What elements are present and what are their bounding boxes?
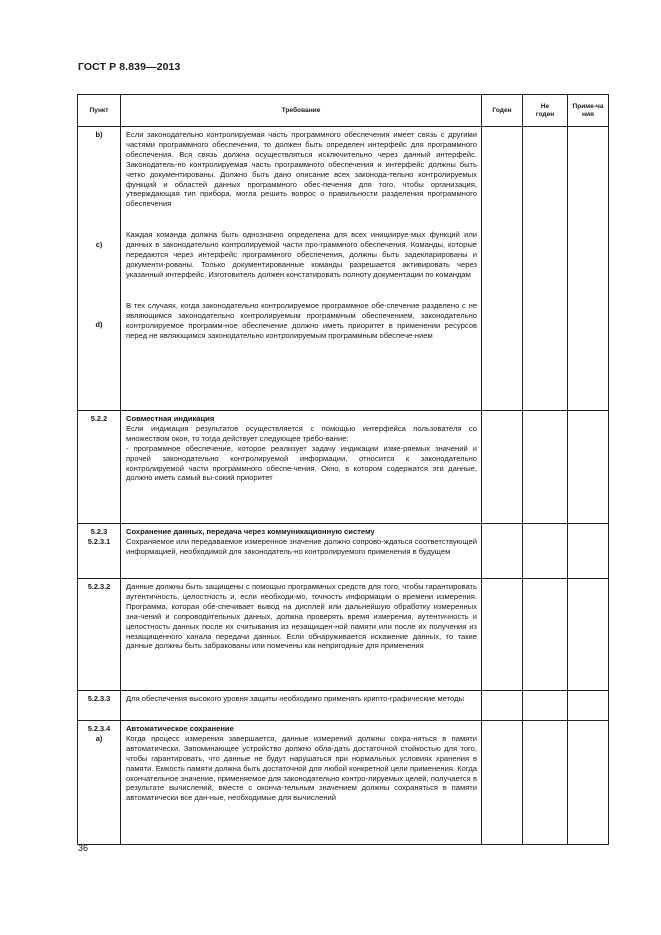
- notes-cell[interactable]: [568, 691, 609, 721]
- item-number: 5.2.3.2: [78, 579, 121, 691]
- item-number: 5.2.3 5.2.3.1: [78, 524, 121, 579]
- requirement-title: Автоматическое сохранение: [126, 724, 234, 733]
- pass-cell[interactable]: [482, 524, 523, 579]
- document-header: ГОСТ Р 8.839—2013: [78, 61, 181, 73]
- table-row: [78, 691, 609, 721]
- notes-cell[interactable]: [568, 721, 609, 845]
- requirement-text: Когда процесс измерения завершается, данные измерений должны сохра-няться в памяти автоматически. Запоминающее устройство должно обла-дать достаточной стойкостью для того, чтобы гарантировать, что данные не будут нарушаться при нормальных условиях хранения в памяти. Емкость памяти должна быть достаточной для любой конкретной цели применения. Когда окончательное значение, применяемое для законодательно контро-лируемых целей, получается в результате вычислений, вместе с оконча-тельным значением должны сохраняться в памяти автоматически все дан-ные, необходимые для вычислений: [126, 733, 477, 803]
- requirement-text-c: Каждая команда должна быть однозначно определена для всех инициируе-мых функций или данных в законодательно контролируемой части про-граммного обеспечения. Команды, которые передаются через интерфейс программного обеспечения, должны быть задекларированы и документи-рованы. Только документированные команды разрешается активировать через указанный интерфейс. Изготовитель должен констатировать полноту документации по командам: [126, 230, 477, 279]
- fail-cell[interactable]: [523, 691, 568, 721]
- fail-cell[interactable]: [523, 127, 568, 411]
- requirement-cell: [121, 579, 482, 691]
- requirement-text-d: В тех случаях, когда законодательно контролируемое программное обе-спечение разделено с не являющимся законодательно контролируемым программным обеспечением, законодательно контролируемое программ-ное обеспечение должно иметь приоритет в применении ресурсов перед не являющимся законодательно контролируемым программным обеспече-нием: [126, 300, 477, 340]
- table-row: [78, 411, 609, 524]
- fail-cell[interactable]: [523, 721, 568, 845]
- requirement-cell: [121, 411, 482, 524]
- pass-cell[interactable]: [482, 127, 523, 411]
- item-number: 5.2.3.3: [78, 691, 121, 721]
- col-header-fail-label: Не годен: [535, 102, 555, 118]
- table-row: [78, 127, 609, 411]
- fail-cell[interactable]: [523, 411, 568, 524]
- requirement-text: Данные должны быть защищены с помощью программных средств для того, чтобы гарантировать аутентичность, целостность и, если необходи-мо, точность информации о времени измерения. Программа, которая обе-спечивает вывод на дисплей или дальнейшую обработку измеренных зна-чений и сопроводительных данных, должна проверять время измерения, аутентичность и целостность данных после их считывания из незащищен-ной памяти или после их получения из незащищенного канала передачи данных. Если обнаруживается искажение данных, то такие данные должны быть забракованы или помечены как непригодные для применения: [126, 582, 477, 651]
- item-number: 5.2.3.4 а): [78, 721, 121, 845]
- requirement-text: Если индикация результатов осуществляется с помощью интерфейса пользователя со множеством окон, то тогда действует следующее требо-вание: - программное обеспечение, которое реализует задачу индикации изме-ряемых значений и прочей законодательно контролируемой информации, относится к законодательно контролируемой части программного обеспе-чения. Окно, в котором содержатся эти данные, должно иметь самый вы-сокий приоритет: [126, 423, 477, 483]
- fail-cell[interactable]: [523, 524, 568, 579]
- pass-cell[interactable]: [482, 411, 523, 524]
- col-header-requirement: Требование: [121, 95, 482, 127]
- table-row: [78, 524, 609, 579]
- requirement-title: Сохранение данных, передача через коммуникационную систему: [126, 527, 375, 536]
- col-header-fail: [523, 95, 568, 127]
- requirement-cell: [121, 524, 482, 579]
- notes-cell[interactable]: [568, 579, 609, 691]
- table-row: [78, 721, 609, 845]
- pass-cell[interactable]: [482, 721, 523, 845]
- item-number-c: c): [95, 239, 103, 249]
- item-number-b: b): [95, 130, 103, 139]
- requirement-text-b: Если законодательно контролируемая часть программного обеспечения имеет связь с другими частями программного обеспечения, то должен быть определен интерфейс для программного обеспечения. Вся связь должна осуществляться исключительно через данный интерфейс. Законодатель-но контролируемая часть программного обеспечения и интерфейс должны быть четко документированы. Должно быть дано описание всех законода-тельно контролируемых функций и областей данных программного обес-печения для того, чтобы организация, утверждающая тип прибора, могла решить вопрос о правильности разделения программного обеспечения: [126, 130, 477, 209]
- requirement-title: Совместная индикация: [126, 414, 215, 423]
- notes-cell[interactable]: [568, 524, 609, 579]
- item-number: 5.2.2: [78, 411, 121, 524]
- col-header-notes: [568, 95, 609, 127]
- col-header-notes-label: Приме-чания: [572, 102, 604, 118]
- col-header-item: Пункт: [78, 95, 121, 127]
- notes-cell[interactable]: [568, 127, 609, 411]
- item-number-cell: [78, 127, 121, 411]
- requirement-cell: [121, 127, 482, 411]
- requirement-cell: [121, 721, 482, 845]
- item-number-d: d): [95, 319, 103, 329]
- table-header-row: [78, 95, 609, 127]
- requirements-table: [77, 94, 609, 845]
- pass-cell[interactable]: [482, 579, 523, 691]
- requirement-cell: [121, 691, 482, 721]
- col-header-pass: Годен: [482, 95, 523, 127]
- requirement-text: Сохраняемое или передаваемое измеренное значение должно сопрово-ждаться соответствующей информацией, необходимой для законодатель-но контролируемого применения в будущем: [126, 536, 477, 556]
- fail-cell[interactable]: [523, 579, 568, 691]
- table-row: [78, 579, 609, 691]
- pass-cell[interactable]: [482, 691, 523, 721]
- page-number: 36: [78, 843, 89, 853]
- requirement-text: Для обеспечения высокого уровня защиты необходимо применять крипто-графические методы: [126, 694, 464, 703]
- notes-cell[interactable]: [568, 411, 609, 524]
